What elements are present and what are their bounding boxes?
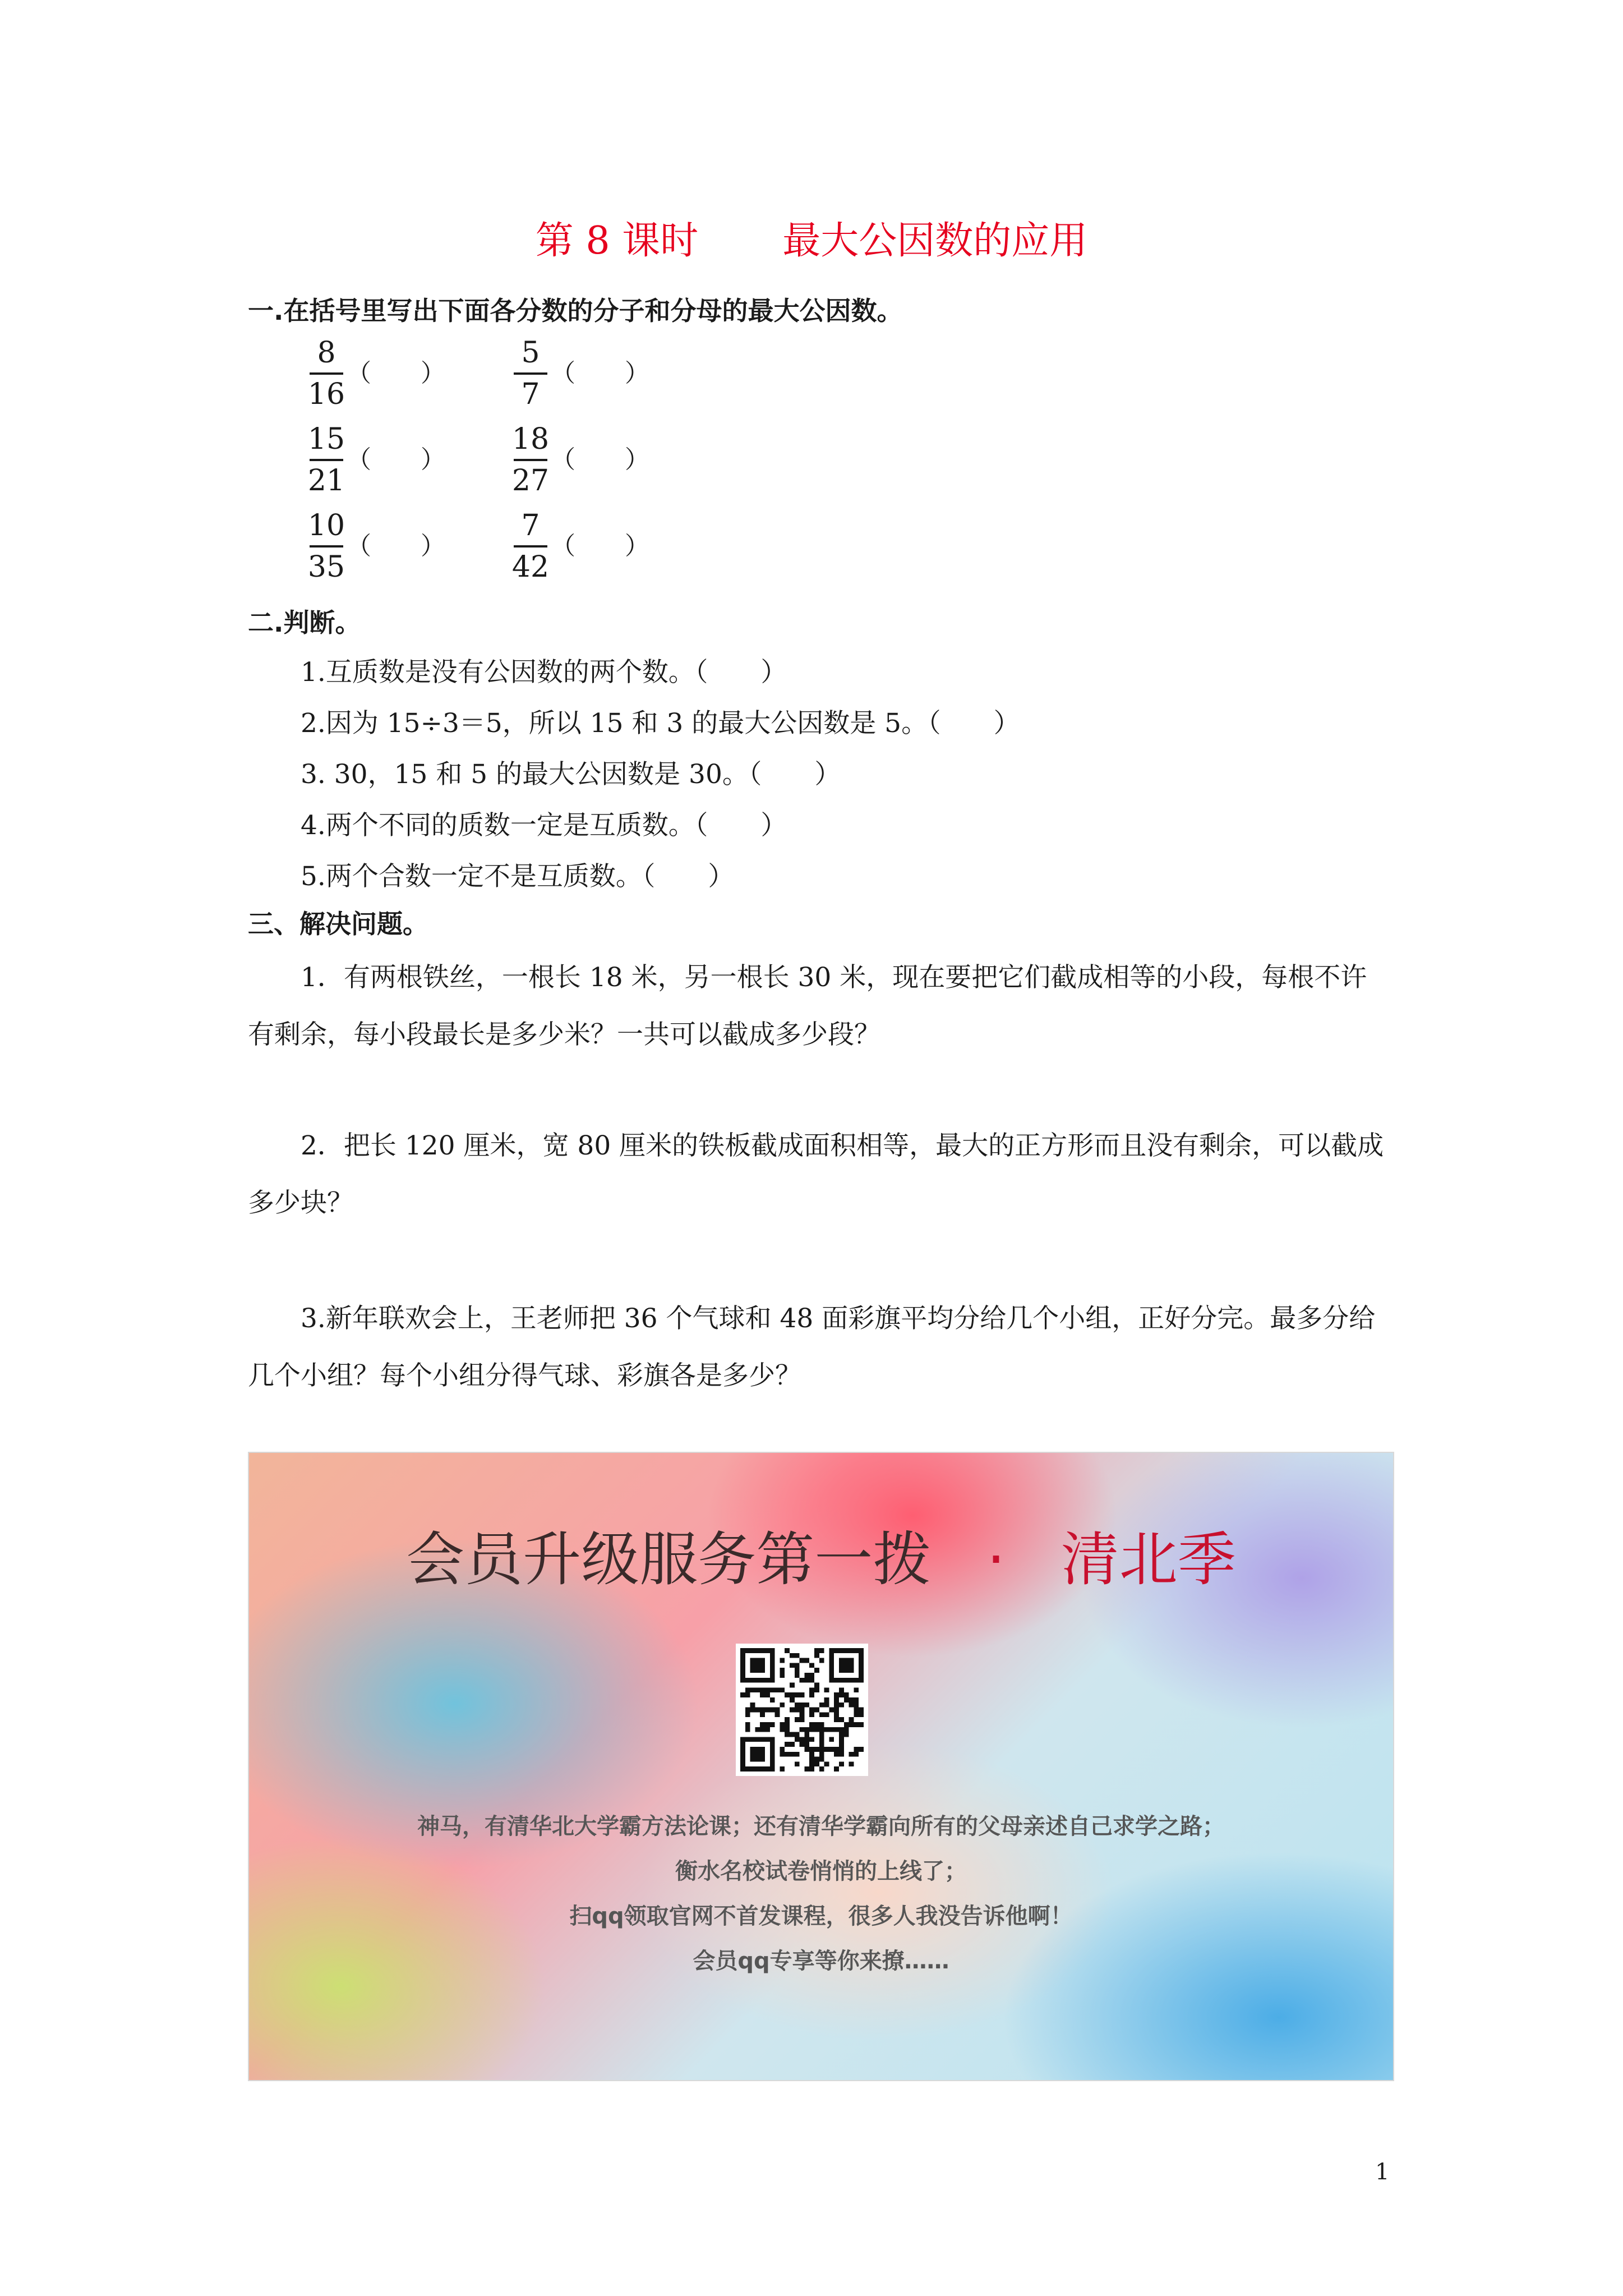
fraction-item xyxy=(306,334,445,413)
banner-title xyxy=(249,1520,1393,1599)
qr-code-icon[interactable] xyxy=(736,1644,868,1776)
problem-item xyxy=(248,949,1392,1064)
lesson-number: 第 8 课时 xyxy=(535,219,699,263)
fraction-bar xyxy=(514,459,547,461)
fraction-item xyxy=(510,421,649,499)
judgment-item: 3. 30，15 和 5 的最大公因数是 30。（ ） xyxy=(301,759,841,790)
page-number: 1 xyxy=(1375,2159,1390,2185)
page-title xyxy=(0,210,1623,272)
banner-line: 衡水名校试卷悄悄的上线了； xyxy=(675,1858,967,1884)
fraction-item xyxy=(306,507,445,586)
problem-text: 2．把长 120 厘米，宽 80 厘米的铁板截成面积相等，最大的正方形而且没有剩余，可以截成多少块？ xyxy=(248,1130,1384,1218)
answer-blank[interactable]: （ ） xyxy=(551,532,649,560)
problem-text: 3.新年联欢会上，王老师把 36 个气球和 48 面彩旗平均分给几个小组，正好分完。最多分给几个小组？每个小组分得气球、彩旗各是多少？ xyxy=(248,1303,1376,1391)
denominator: 42 xyxy=(511,550,550,584)
numerator: 8 xyxy=(317,336,336,370)
fraction xyxy=(510,334,551,413)
fraction xyxy=(306,421,347,499)
problem-text: 1．有两根铁丝，一根长 18 米，另一根长 30 米，现在要把它们截成相等的小段，每根不许有剩余，每小段最长是多少米？一共可以截成多少段？ xyxy=(248,962,1367,1050)
fraction-bar xyxy=(310,545,343,547)
banner-line: 扫qq领取官网不首发课程，很多人我没告诉他啊！ xyxy=(569,1903,1073,1929)
answer-blank[interactable]: （ ） xyxy=(347,532,445,560)
fraction-bar xyxy=(310,459,343,461)
fraction xyxy=(306,507,347,586)
section1-heading: 一.在括号里写出下面各分数的分子和分母的最大公因数。 xyxy=(248,296,903,326)
problem-item xyxy=(248,1117,1392,1232)
banner-title-left: 会员升级服务第一拨 xyxy=(406,1525,932,1594)
problem-item xyxy=(248,1290,1392,1405)
denominator: 7 xyxy=(521,378,540,411)
banner-title-right: 清北季 xyxy=(1061,1525,1236,1594)
fraction-item xyxy=(510,334,649,413)
denominator: 27 xyxy=(511,464,550,498)
numerator: 18 xyxy=(511,422,550,456)
judgment-item: 5.两个合数一定不是互质数。（ ） xyxy=(301,861,735,892)
promo-banner[interactable] xyxy=(248,1452,1394,2081)
fraction-item xyxy=(306,421,445,499)
denominator: 16 xyxy=(307,378,345,411)
fraction xyxy=(510,421,551,499)
numerator: 7 xyxy=(521,509,540,542)
fraction xyxy=(510,507,551,586)
section3-heading: 三、解决问题。 xyxy=(248,909,428,939)
numerator: 15 xyxy=(307,422,345,456)
denominator: 21 xyxy=(307,464,345,498)
fraction-bar xyxy=(310,372,343,375)
banner-title-separator: · xyxy=(986,1525,1006,1594)
answer-blank[interactable]: （ ） xyxy=(551,359,649,388)
fraction-item xyxy=(510,507,649,586)
denominator: 35 xyxy=(307,550,345,584)
lesson-topic: 最大公因数的应用 xyxy=(782,219,1088,263)
section2-heading: 二.判断。 xyxy=(248,608,361,638)
answer-blank[interactable]: （ ） xyxy=(347,359,445,388)
fraction-bar xyxy=(514,372,547,375)
banner-line: 会员qq专享等你来撩…… xyxy=(693,1948,949,1974)
numerator: 10 xyxy=(307,509,345,542)
banner-line: 神马，有清华北大学霸方法论课；还有清华学霸向所有的父母亲述自己求学之路； xyxy=(417,1814,1225,1839)
numerator: 5 xyxy=(521,336,540,370)
answer-blank[interactable]: （ ） xyxy=(347,445,445,474)
answer-blank[interactable]: （ ） xyxy=(551,445,649,474)
judgment-item: 2.因为 15÷3＝5，所以 15 和 3 的最大公因数是 5。（ ） xyxy=(301,708,1020,739)
judgment-item: 4.两个不同的质数一定是互质数。（ ） xyxy=(301,810,787,841)
fraction xyxy=(306,334,347,413)
judgment-item: 1.互质数是没有公因数的两个数。（ ） xyxy=(301,657,787,688)
fraction-bar xyxy=(514,545,547,547)
